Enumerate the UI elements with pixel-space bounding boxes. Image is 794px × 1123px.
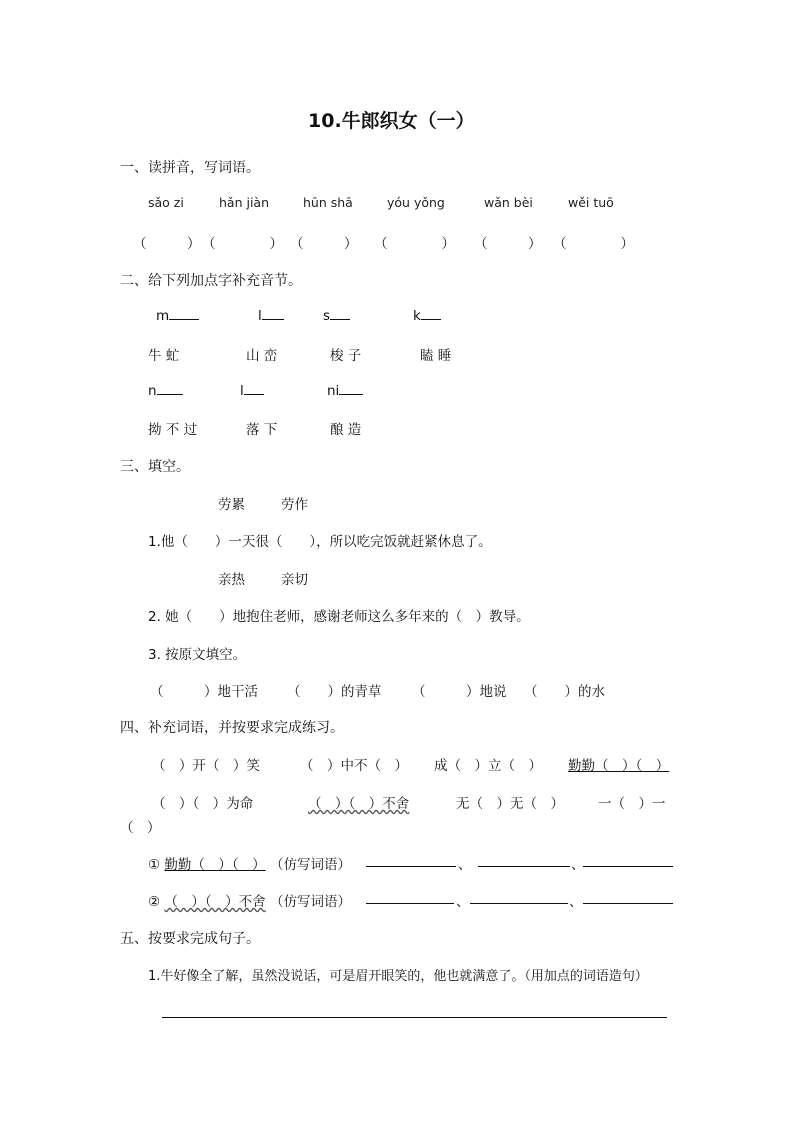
example-word: （ ）（ ）不舍 [164,894,266,910]
separator: 、 [569,894,583,910]
fill-item: （ ）的青草 [287,684,382,700]
pinyin-prompt: s [323,307,350,324]
dotted-word: 瞌 睡 [420,348,452,364]
answer-line[interactable] [366,866,456,867]
idiom-blank: （ ）开（ ）笑 [152,758,260,774]
section-1-heading: 一、读拼音，写词语。 [120,160,260,176]
hint: （仿写词语） [269,857,351,873]
pinyin-prompt: m [156,307,199,324]
example-word: 勤勤（ ）（ ） [164,857,266,873]
idiom-blank: （ ）中不（ ） [300,758,408,774]
pinyin-6: wěi tuō [568,195,614,210]
dotted-word: 牛 虻 [148,348,180,364]
fill-item: （ ）地干活 [150,684,258,700]
separator: 、 [571,857,585,873]
dotted-word: 拗 不 过 [148,422,198,438]
dotted-word: 酿 造 [330,422,362,438]
answer-bracket-1[interactable]: （ ） [133,236,201,252]
dotted-word: 山 峦 [246,348,278,364]
pinyin-prompt: k [413,307,441,324]
answer-bracket-2[interactable]: （ ） [202,236,283,252]
pinyin-1: sǎo zi [148,195,184,210]
answer-line[interactable] [162,1017,667,1018]
pinyin-prompt: l [258,307,284,324]
section-4-heading: 四、补充词语，并按要求完成练习。 [120,720,344,736]
answer-line[interactable] [478,866,570,867]
answer-bracket-6[interactable]: （ ） [553,236,634,252]
exercise-1: ① 勤勤（ ）（ ） （仿写词语） [148,857,351,873]
question-2: 2. 她（ ）地抱住老师，感谢老师这么多年来的（ ）教导。 [148,609,530,625]
idiom-wrap: （ ） [120,820,161,836]
choice-word: 亲切 [281,572,308,588]
separator: 、 [458,857,472,873]
answer-bracket-5[interactable]: （ ） [474,236,542,252]
idiom-wavy: （ ）（ ）不舍 [308,796,410,812]
fill-item: （ ）的水 [524,684,605,700]
idiom-underlined: 勤勤（ ）（ ） [568,758,670,774]
answer-line[interactable] [470,903,568,904]
dotted-word: 落 下 [246,422,278,438]
question-3: 3. 按原文填空。 [148,647,247,663]
answer-bracket-4[interactable]: （ ） [374,236,455,252]
hint: （仿写词语） [269,894,351,910]
idiom-blank: 成（ ）立（ ） [434,758,542,774]
idiom-blank: （ ）（ ）为命 [152,796,254,812]
answer-line[interactable] [583,903,673,904]
pinyin-prompt: n [148,382,183,399]
pinyin-4: yóu yǒng [387,195,445,210]
section-2-heading: 二、给下列加点字补充音节。 [120,273,302,289]
exercise-2: ② （ ）（ ）不舍 （仿写词语） [148,894,351,910]
idiom-blank: 一（ ）一 [598,796,666,812]
answer-line[interactable] [366,903,454,904]
pinyin-prompt: ni [327,382,363,399]
pinyin-2: hǎn jiàn [219,195,270,210]
idiom-blank: 无（ ）无（ ） [456,796,564,812]
page-title: 10.牛郎织女（一） [308,110,475,132]
question-1: 1.他（ ）一天很（ ），所以吃完饭就赶紧休息了。 [148,534,492,550]
fill-item: （ ）地说 [412,684,507,700]
choice-word: 劳作 [281,497,308,513]
choice-word: 劳累 [218,497,245,513]
choice-word: 亲热 [218,572,245,588]
section-3-heading: 三、填空。 [120,459,190,475]
answer-bracket-3[interactable]: （ ） [290,236,358,252]
pinyin-5: wǎn bèi [484,195,533,210]
section-5-heading: 五、按要求完成句子。 [120,931,260,947]
dotted-word: 梭 子 [330,348,362,364]
separator: 、 [456,894,470,910]
pinyin-3: hūn shā [303,195,353,210]
pinyin-prompt: l [240,382,264,399]
sentence-question: 1.牛好像全了解，虽然没说话，可是眉开眼笑的，他也就满意了。（用加点的词语造句） [148,969,648,984]
answer-line[interactable] [583,866,673,867]
